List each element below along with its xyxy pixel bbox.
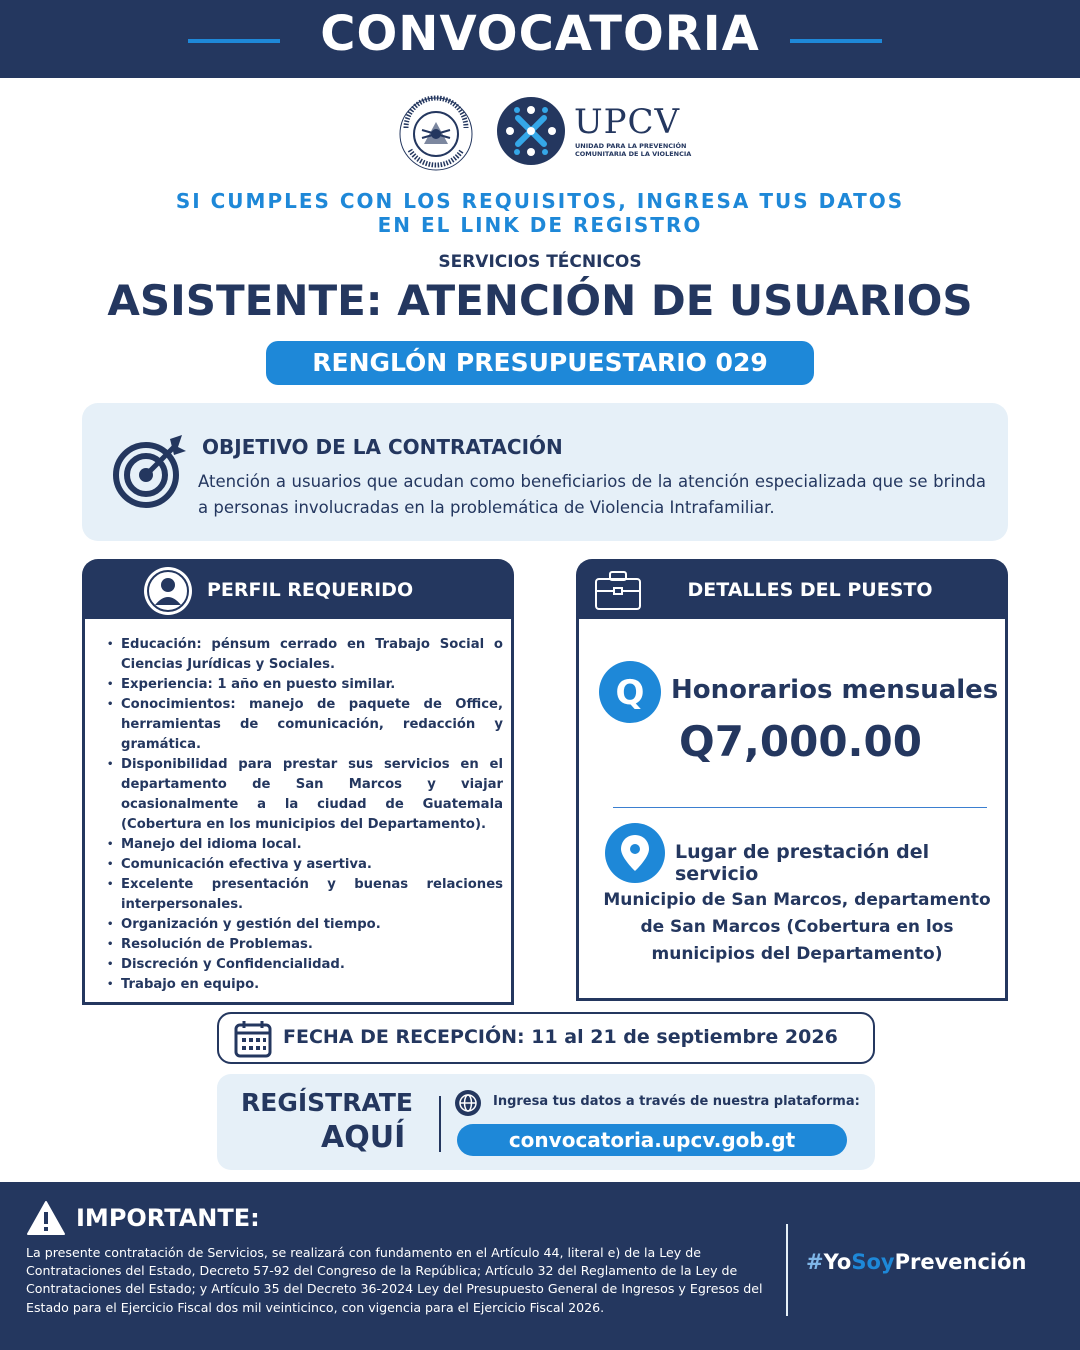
lugar-value: Municipio de San Marcos, departamento de San Marcos (Cobertura en los municipios del Departamento) — [603, 890, 991, 964]
objective-heading: OBJETIVO DE LA CONTRATACIÓN — [202, 435, 563, 459]
fecha-recepcion — [217, 1012, 875, 1064]
registrate-label: REGÍSTRATE — [241, 1088, 413, 1117]
divider — [786, 1224, 788, 1316]
registration-link[interactable]: convocatoria.upcv.gob.gt — [457, 1124, 847, 1156]
list-item: • Manejo del idioma local. — [107, 835, 503, 855]
ingresa-text: Ingresa tus datos a través de nuestra plataforma: — [493, 1094, 860, 1109]
list-item: • Discreción y Confidencialidad. — [107, 955, 503, 975]
list-item: • Disponibilidad para prestar sus servicios en el departamento de San Marcos y viajar ocasionalmente a la ciudad de Guatemala (Cobertura en los municipios del Departamento). — [107, 755, 503, 835]
importante-heading: IMPORTANTE: — [76, 1204, 260, 1232]
intro-text: SI CUMPLES CON LOS REQUISITOS, INGRESA TUS DATOS EN EL LINK DE REGISTRO — [175, 189, 905, 237]
detalles-header — [576, 559, 1008, 621]
location-pin-icon — [605, 823, 665, 883]
logos — [392, 94, 692, 176]
upcv-subtitle: UNIDAD PARA LA PREVENCIÓN COMUNITARIA DE LA VIOLENCIA — [575, 142, 692, 158]
list-item: • Comunicación efectiva y asertiva. — [107, 855, 503, 875]
list-item: • Organización y gestión del tiempo. — [107, 915, 503, 935]
page-title: CONVOCATORIA — [320, 6, 760, 62]
header-bar — [0, 0, 1080, 78]
renglon-badge: RENGLÓN PRESUPUESTARIO 029 — [266, 341, 814, 385]
perfil-list — [107, 635, 503, 995]
user-icon — [142, 565, 194, 617]
job-title: ASISTENTE: ATENCIÓN DE USUARIOS — [107, 276, 973, 325]
divider — [439, 1096, 441, 1152]
perfil-heading: PERFIL REQUERIDO — [207, 579, 414, 601]
list-item: • Resolución de Problemas. — [107, 935, 503, 955]
globe-icon — [455, 1090, 481, 1116]
quetzal-icon — [599, 661, 661, 723]
objective-box — [82, 403, 1008, 541]
perfil-card — [82, 619, 514, 1005]
ministry-seal-icon — [392, 94, 480, 174]
aqui-label: AQUÍ — [321, 1120, 406, 1155]
importante-text: La presente contratación de Servicios, se realizará con fundamento en el Artículo 44, literal e) de la Ley de Contrataciones del Estado, Decreto 57-92 del Congreso de la República; Artículo 32 del Reglamento de la Ley de Contrataciones del Estado; y Artículo 35 del Decreto 36-2024 Ley del Presupuesto General de Ingresos y Egresos del Estado para el Ejercicio Fiscal dos mil veinticinco, con vigencia para el Ejercicio Fiscal 2026. — [26, 1245, 763, 1315]
header-line-right — [790, 39, 882, 43]
service-type: SERVICIOS TÉCNICOS — [438, 252, 642, 272]
honorarios-value: Q7,000.00 — [679, 717, 922, 766]
registro-box — [217, 1074, 875, 1170]
calendar-icon — [233, 1019, 273, 1059]
perfil-header — [82, 559, 514, 621]
list-item: • Conocimientos: manejo de paquete de Office, herramientas de comunicación, redacción y gramática. — [107, 695, 503, 755]
svg-text:Q: Q — [615, 673, 645, 713]
detalles-heading: DETALLES DEL PUESTO — [687, 579, 933, 601]
list-item: • Excelente presentación y buenas relaciones interpersonales. — [107, 875, 503, 915]
list-item: • Educación: pénsum cerrado en Trabajo Social o Ciencias Jurídicas y Sociales. — [107, 635, 503, 675]
divider — [613, 807, 987, 808]
detalles-card — [576, 619, 1008, 1001]
list-item: • Experiencia: 1 año en puesto similar. — [107, 675, 503, 695]
list-item: • Trabajo en equipo. — [107, 975, 503, 995]
upcv-logo-icon — [496, 96, 566, 166]
importante-section — [0, 1182, 1080, 1350]
fecha-text: FECHA DE RECEPCIÓN: 11 al 21 de septiembre 2026 — [283, 1026, 838, 1048]
upcv-name: UPCV — [574, 102, 681, 142]
target-icon — [112, 433, 188, 509]
honorarios-label: Honorarios mensuales — [671, 675, 999, 705]
hashtag: #YoSoyPrevención — [806, 1250, 1027, 1274]
lugar-label: Lugar de prestación del servicio — [675, 841, 930, 885]
warning-icon — [26, 1200, 66, 1236]
objective-text: Atención a usuarios que acudan como beneficiarios de la atención especializada que se brinda a personas involucradas en la problemática de Violencia Intrafamiliar. — [198, 472, 986, 517]
